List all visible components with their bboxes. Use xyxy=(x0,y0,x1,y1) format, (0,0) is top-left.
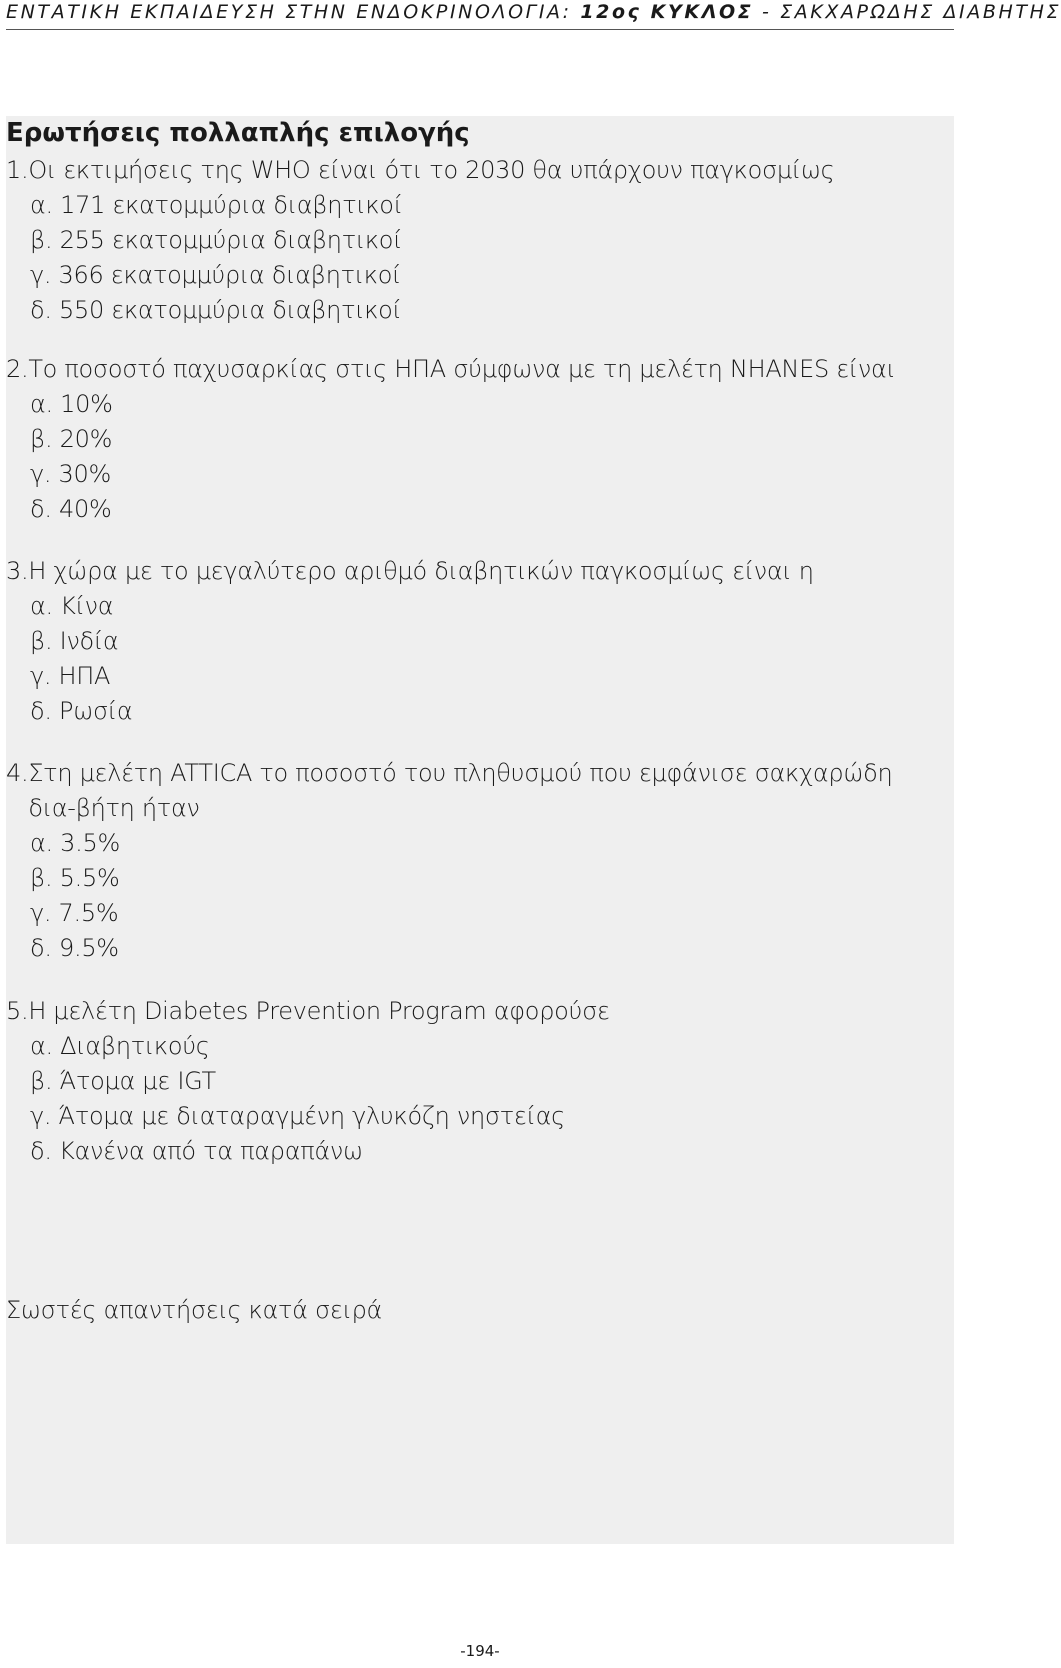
question-stem xyxy=(6,554,946,589)
question-text: Η χώρα με το μεγαλύτερο αριθμό διαβητικών παγκοσμίως είναι η xyxy=(28,557,814,585)
answer-option: γ. ΗΠΑ xyxy=(30,662,111,690)
answer-option: γ. 30% xyxy=(30,460,112,488)
answer-option: α. Κίνα xyxy=(30,592,114,620)
question-stem xyxy=(6,994,946,1029)
question-stem xyxy=(6,153,946,188)
question-stem xyxy=(6,352,946,387)
answer-option: β. Άτομα με IGT xyxy=(30,1067,216,1095)
questions-panel xyxy=(6,116,954,1544)
answer-option: α. 10% xyxy=(30,390,113,418)
answer-option: β. Ινδία xyxy=(30,627,119,655)
question-text: Οι εκτιμήσεις της WHO είναι ότι το 2030 θα υπάρχουν παγκοσμίως xyxy=(28,156,835,184)
answer-option: γ. 7.5% xyxy=(30,899,119,927)
answer-option: δ. 550 εκατομμύρια διαβητικοί xyxy=(30,296,402,324)
question-number: 5. xyxy=(6,997,29,1025)
question-2 xyxy=(6,352,946,527)
answer-option: α. 171 εκατομμύρια διαβητικοί xyxy=(30,191,403,219)
question-number: 1. xyxy=(6,156,29,184)
header-title-part2: - ΣΑΚΧΑΡΩΔΗΣ ΔΙΑΒΗΤΗΣ xyxy=(753,1,1061,23)
header-cycle: 12ος ΚΥΚΛΟΣ xyxy=(580,1,754,23)
answer-option: β. 255 εκατομμύρια διαβητικοί xyxy=(30,226,403,254)
question-3 xyxy=(6,554,946,729)
answer-option: α. 3.5% xyxy=(30,829,120,857)
answer-option: δ. Ρωσία xyxy=(30,697,133,725)
running-header xyxy=(6,0,1061,26)
question-text: Στη μελέτη ATTICA το ποσοστό του πληθυσμού που εμφάνισε σακχαρώδη δια-βήτη ήταν xyxy=(28,759,893,822)
question-text: Το ποσοστό παχυσαρκίας στις ΗΠΑ σύμφωνα με τη μελέτη NHANES είναι xyxy=(28,355,896,383)
question-4 xyxy=(6,756,946,966)
answer-option: δ. 40% xyxy=(30,495,112,523)
answer-option: β. 5.5% xyxy=(30,864,120,892)
answer-option: γ. 366 εκατομμύρια διαβητικοί xyxy=(30,261,402,289)
question-text: Η μελέτη Diabetes Prevention Program αφορούσε xyxy=(28,997,610,1025)
question-number: 4. xyxy=(6,759,29,787)
header-title-part1: ΕΝΤΑΤΙΚΗ ΕΚΠΑΙΔΕΥΣΗ ΣΤΗΝ ΕΝΔΟΚΡΙΝΟΛΟΓΙΑ: xyxy=(6,1,581,23)
answer-option: β. 20% xyxy=(30,425,113,453)
answer-option: α. Διαβητικούς xyxy=(30,1032,210,1060)
answer-option: δ. 9.5% xyxy=(30,934,119,962)
question-number: 2. xyxy=(6,355,29,383)
page-number: -194- xyxy=(460,1642,500,1660)
question-5 xyxy=(6,994,946,1169)
answers-label: Σωστές απαντήσεις κατά σειρά xyxy=(6,1296,383,1324)
answer-option: γ. Άτομα με διαταραγμένη γλυκόζη νηστείας xyxy=(30,1102,565,1130)
question-1 xyxy=(6,153,946,328)
header-rule xyxy=(6,29,954,30)
answer-option: δ. Κανένα από τα παραπάνω xyxy=(30,1137,363,1165)
section-title: Ερωτήσεις πολλαπλής επιλογής xyxy=(6,118,470,148)
question-stem xyxy=(6,756,946,826)
question-number: 3. xyxy=(6,557,29,585)
